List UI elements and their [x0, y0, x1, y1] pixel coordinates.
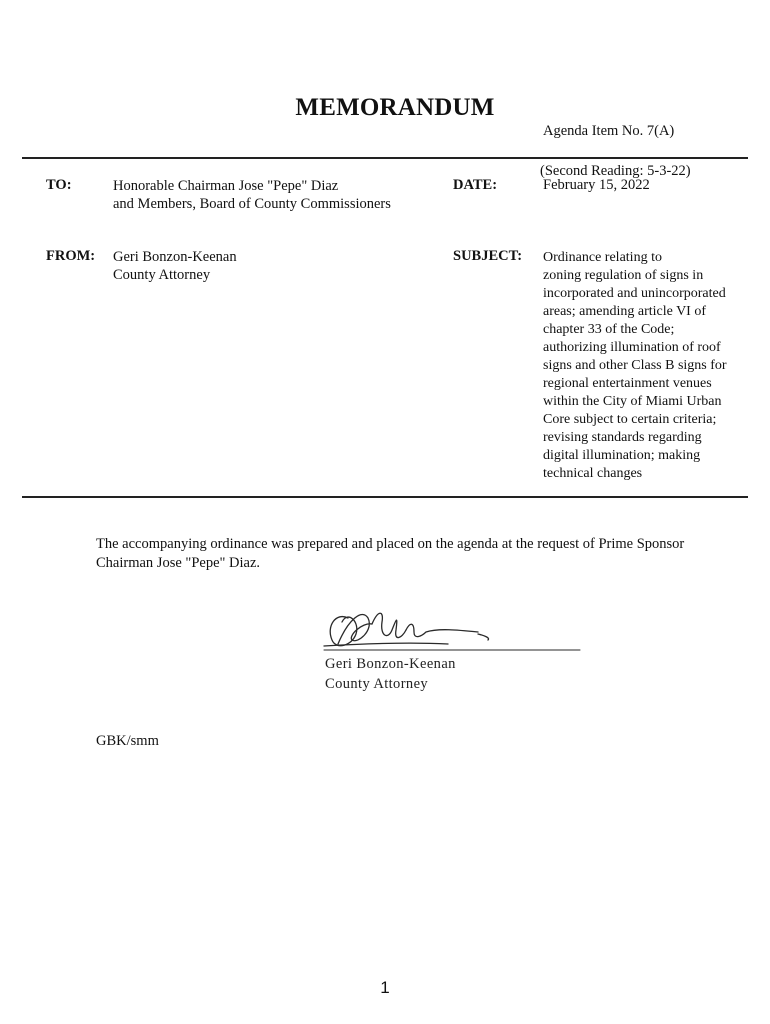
subject-text: [543, 249, 758, 483]
subject-line: Core subject to certain criteria;: [543, 412, 717, 427]
agenda-item-number: Agenda Item No. 7(A): [543, 123, 675, 139]
subject-line: incorporated and unincorporated: [543, 286, 726, 301]
subject-line: revising standards regarding: [543, 430, 702, 445]
from-label: FROM:: [46, 248, 96, 264]
to-label: TO:: [46, 177, 72, 193]
memo-body: [96, 535, 736, 573]
from-sender: [113, 248, 237, 284]
to-recipient: [113, 177, 391, 213]
body-line-2: Chairman Jose "Pepe" Diaz.: [96, 555, 261, 571]
signature-block: [325, 654, 456, 694]
subject-line: within the City of Miami Urban: [543, 394, 722, 409]
subject-line: areas; amending article VI of: [543, 304, 707, 319]
subject-label: SUBJECT:: [453, 248, 523, 264]
date-label: DATE:: [453, 177, 498, 193]
typist-initials: GBK/smm: [96, 733, 159, 749]
subject-line: signs and other Class B signs for: [543, 358, 727, 373]
handwritten-signature: [318, 600, 583, 660]
from-line-1: Geri Bonzon-Keenan: [113, 249, 237, 265]
subject-line: regional entertainment venues: [543, 376, 712, 391]
memo-title: MEMORANDUM: [295, 94, 495, 121]
body-line-1: The accompanying ordinance was prepared and placed on the agenda at the request of Prime Sponsor: [96, 536, 685, 552]
signatory-name: Geri Bonzon-Keenan: [325, 656, 456, 672]
header-divider: [22, 157, 748, 159]
subject-line: zoning regulation of signs in: [543, 268, 704, 283]
from-line-2: County Attorney: [113, 267, 211, 283]
second-reading-note: (Second Reading: 5-3-22): [540, 163, 691, 179]
to-line-2: and Members, Board of County Commissioners: [113, 196, 391, 212]
subject-line: digital illumination; making: [543, 448, 701, 463]
page-number: 1: [380, 978, 390, 997]
subject-divider: [22, 496, 748, 498]
signatory-title: County Attorney: [325, 676, 429, 692]
subject-line: chapter 33 of the Code;: [543, 322, 675, 337]
date-value: February 15, 2022: [543, 177, 650, 193]
subject-line: authorizing illumination of roof: [543, 340, 721, 355]
to-line-1: Honorable Chairman Jose "Pepe" Diaz: [113, 178, 339, 194]
subject-line: Ordinance relating to: [543, 250, 662, 265]
subject-line: technical changes: [543, 466, 643, 481]
